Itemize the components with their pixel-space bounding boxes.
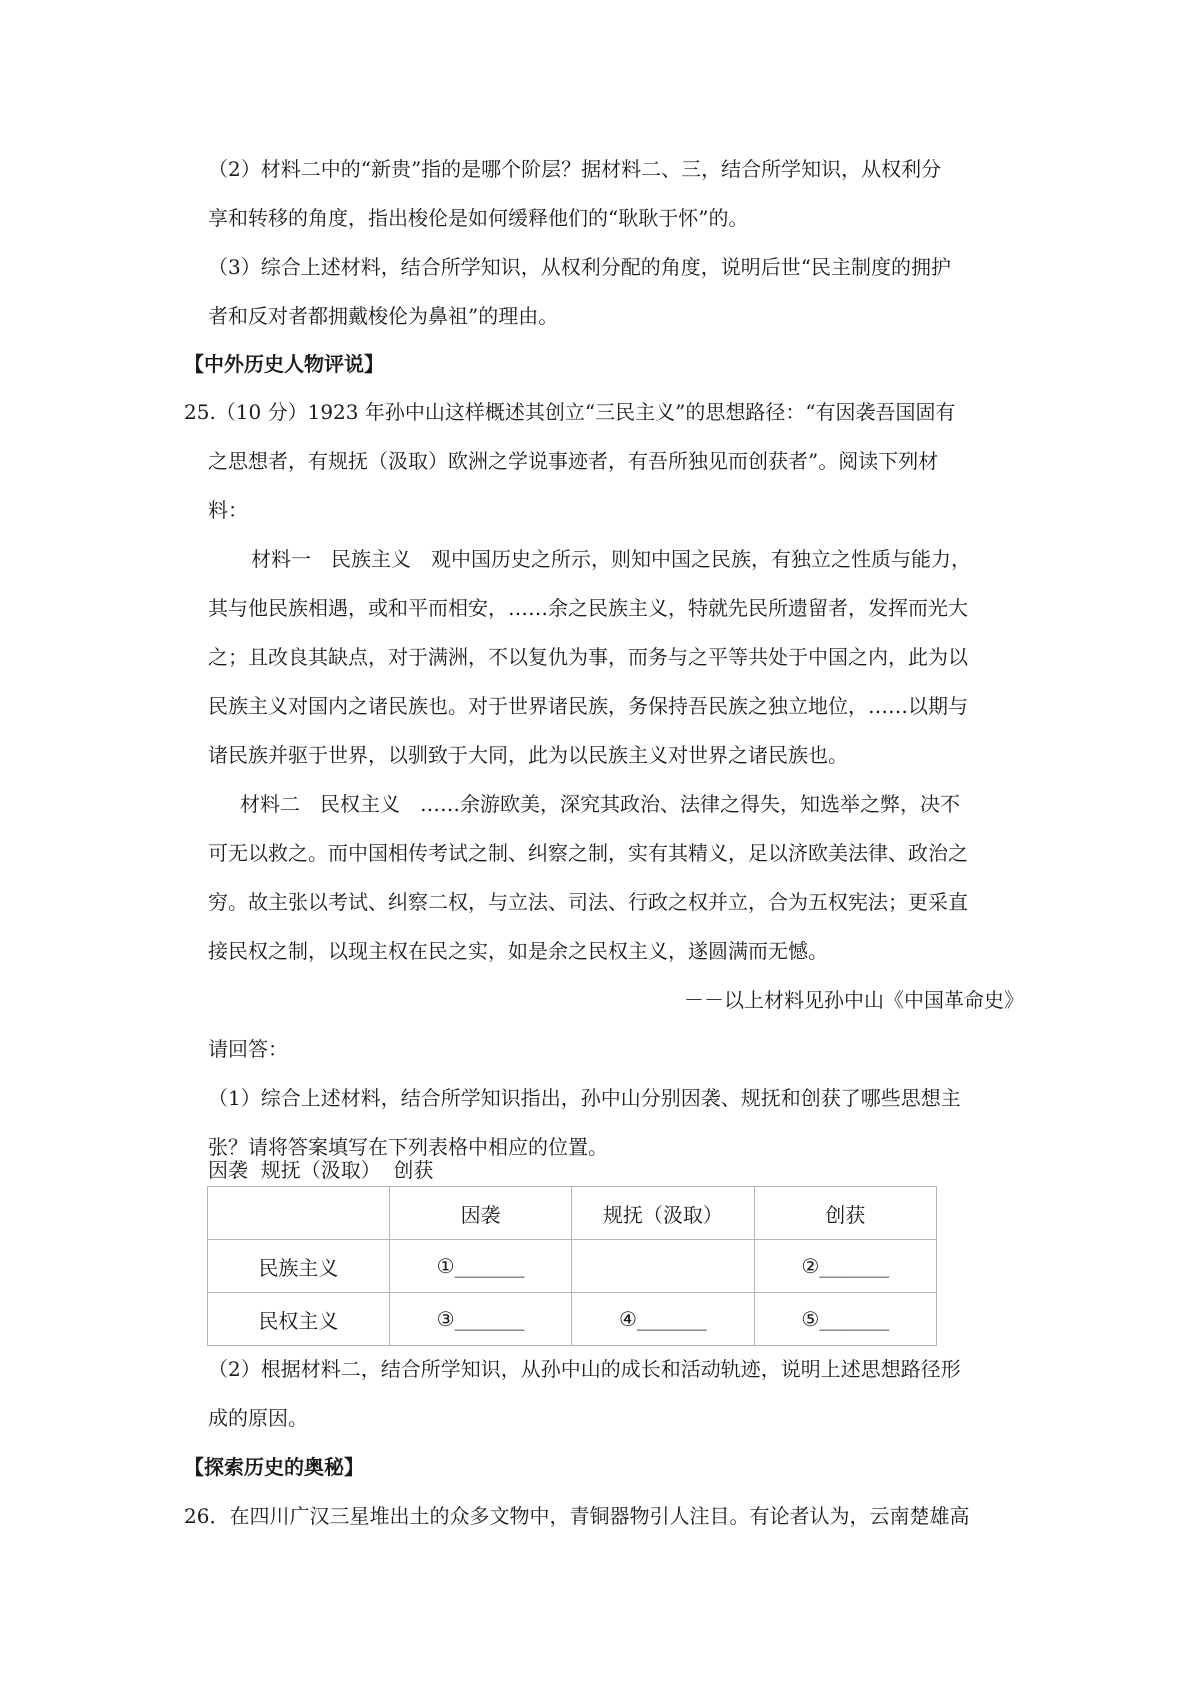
section-title-history-mysteries: 【探索历史的奥秘】: [184, 1455, 364, 1479]
q24-sub2-line1: （2）材料二中的“新贵”指的是哪个阶层？据材料二、三，结合所学知识，从权利分: [208, 157, 942, 181]
table-header-cell: [208, 1187, 390, 1240]
material2-line4: 接民权之制，以现主权在民之实，如是余之民权主义，遂圆满而无憾。: [208, 939, 828, 963]
q25-sub2-line1: （2）根据材料二，结合所学知识，从孙中山的成长和活动轨迹，说明上述思想路径形: [208, 1357, 961, 1381]
material2-line1: 材料二 民权主义 ……余游欧美，深究其政治、法律之得失，知选举之弊，决不: [240, 792, 960, 816]
table-header-cell: 规抚（汲取）: [572, 1187, 754, 1240]
row-label: 民权主义: [208, 1293, 390, 1346]
q25-line3: 料：: [208, 498, 248, 522]
q25-line1: 25.（10 分）1923 年孙中山这样概述其创立“三民主义”的思想路径：“有因袭吾国固有: [184, 400, 956, 424]
answer-blank[interactable]: ⑤_______: [754, 1293, 936, 1346]
answer-blank[interactable]: ④_______: [572, 1293, 754, 1346]
material1-line5: 诸民族并驱于世界，以驯致于大同，此为以民族主义对世界之诸民族也。: [208, 743, 848, 767]
table-header-cell: 创获: [754, 1187, 936, 1240]
answer-blank[interactable]: ②_______: [754, 1240, 936, 1293]
q24-sub3-line2: 者和反对者都拥戴梭伦为鼻祖”的理由。: [208, 304, 559, 328]
table-header-cell: 因袭: [389, 1187, 571, 1240]
table-header-row: [208, 1187, 937, 1240]
answer-table: [207, 1186, 937, 1346]
table-row: [208, 1240, 937, 1293]
material1-line1: 材料一 民族主义 观中国历史之所示，则知中国之民族，有独立之性质与能力，: [251, 547, 971, 571]
answer-blank[interactable]: [572, 1240, 754, 1293]
section-title-historical-figures: 【中外历史人物评说】: [184, 352, 384, 376]
q25-sub1-line2: 张？请将答案填写在下列表格中相应的位置。: [208, 1135, 608, 1159]
answer-blank[interactable]: ①_______: [389, 1240, 571, 1293]
q26-line1: 26．在四川广汉三星堆出土的众多文物中，青铜器物引人注目。有论者认为，云南楚雄高: [184, 1504, 970, 1528]
material2-line3: 穷。故主张以考试、纠察二权，与立法、司法、行政之权并立，合为五权宪法；更采直: [208, 890, 968, 914]
table-caption: 因袭 规抚（汲取） 创获: [208, 1158, 434, 1182]
answer-blank[interactable]: ③_______: [389, 1293, 571, 1346]
q25-sub2-line2: 成的原因。: [208, 1406, 308, 1430]
q24-sub3-line1: （3）综合上述材料，结合所学知识，从权利分配的角度，说明后世“民主制度的拥护: [208, 255, 951, 279]
row-label: 民族主义: [208, 1240, 390, 1293]
material-source: －－以上材料见孙中山《中国革命史》: [684, 988, 1024, 1012]
material2-line2: 可无以救之。而中国相传考试之制、纠察之制，实有其精义，足以济欧美法律、政治之: [208, 841, 968, 865]
table-row: [208, 1293, 937, 1346]
material1-line2: 其与他民族相遇，或和平而相安，……余之民族主义，特就先民所遗留者，发挥而光大: [208, 596, 968, 620]
material1-line4: 民族主义对国内之诸民族也。对于世界诸民族，务保持吾民族之独立地位，……以期与: [208, 694, 968, 718]
q25-sub1-line1: （1）综合上述材料，结合所学知识指出，孙中山分别因袭、规抚和创获了哪些思想主: [208, 1086, 961, 1110]
q24-sub2-line2: 享和转移的角度，指出梭伦是如何缓释他们的“耿耿于怀”的。: [208, 206, 749, 230]
q25-line2: 之思想者，有规抚（汲取）欧洲之学说事迹者，有吾所独见而创获者”。阅读下列材: [208, 449, 939, 473]
material1-line3: 之；且改良其缺点，对于满洲，不以复仇为事，而务与之平等共处于中国之内，此为以: [208, 645, 968, 669]
please-answer: 请回答：: [208, 1037, 288, 1061]
